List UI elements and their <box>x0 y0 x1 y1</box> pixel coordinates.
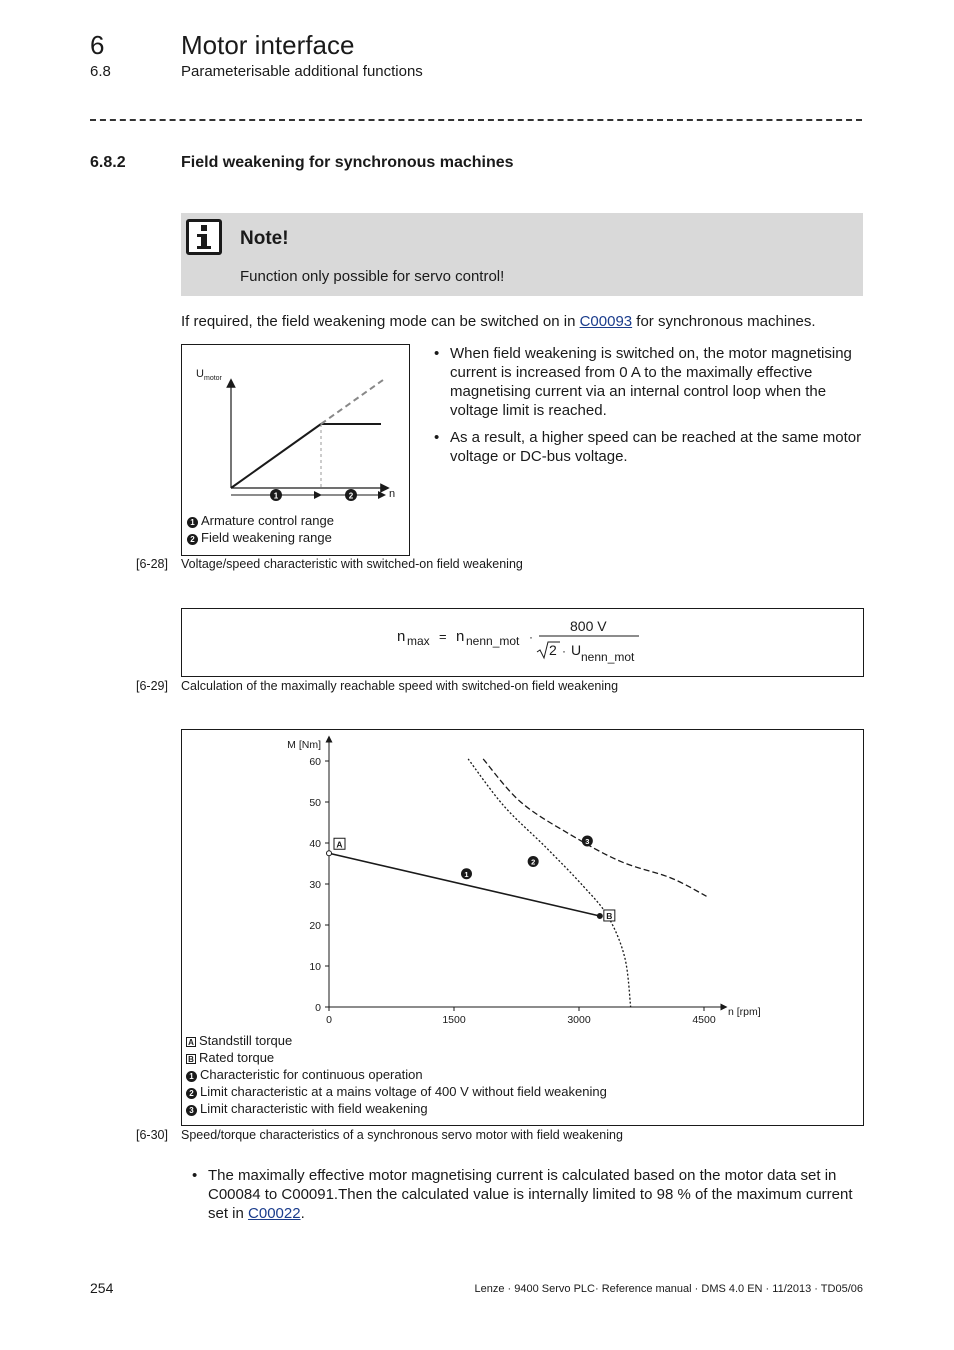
section-number: 6.8 <box>90 63 111 80</box>
series-2-line <box>468 759 630 1007</box>
legend-item-2 <box>187 529 334 546</box>
voltage-speed-diagram <box>182 345 409 510</box>
y-tick-label: 20 <box>309 920 321 932</box>
extrapolated-line <box>321 380 383 424</box>
note-title: Note! <box>240 228 289 249</box>
u-motor-label: U <box>196 368 204 380</box>
speed-torque-chart <box>182 730 863 1030</box>
u-motor-sub: motor <box>204 375 222 382</box>
intro-text-after: for synchronous machines. <box>632 313 816 330</box>
y-tick-label: 10 <box>309 961 321 973</box>
x-tick-label: 3000 <box>567 1014 591 1026</box>
legend-marker-a: A <box>186 1037 196 1047</box>
fig30-legend <box>186 1032 607 1117</box>
y-tick-label: 0 <box>315 1002 321 1014</box>
armature-line <box>231 424 321 488</box>
figure-speed-torque <box>181 729 864 1126</box>
fig28-caption-number: [6-28] <box>136 557 168 571</box>
fig30-caption-number: [6-30] <box>136 1128 168 1142</box>
legend-text-1: Characteristic for continuous operation <box>200 1067 423 1082</box>
legend-text-1: Armature control range <box>201 513 334 528</box>
page-number: 254 <box>90 1280 114 1296</box>
c00093-link[interactable]: C00093 <box>579 313 633 330</box>
legend-text-2: Field weakening range <box>201 530 332 545</box>
chapter-title: Motor interface <box>181 30 355 60</box>
formula-box <box>181 608 864 677</box>
chapter-number: 6 <box>90 30 105 60</box>
bottom-bullets <box>190 1166 862 1231</box>
header-divider <box>90 119 862 121</box>
info-icon <box>186 219 222 255</box>
marker-1-label: 1 <box>273 491 279 501</box>
series-1-line <box>329 853 600 916</box>
bottom-bullet-text: The maximally effective motor magnetising current is calculated based on the motor data set in C00084 to C00091.Then the calculated value is internally limited to 98 % of the maximum current set in <box>208 1167 853 1222</box>
bullet-item: • When field weakening is switched on, the motor magnetising current is increased from 0 A to the maximally effective magnetising current via an internal control loop when the voltage limit is reached. <box>432 344 862 420</box>
subsection-title: Field weakening for synchronous machines <box>181 154 514 171</box>
marker-2-label: 2 <box>348 491 354 501</box>
legend-text-2: Limit characteristic at a mains voltage of 400 V without field weakening <box>200 1084 607 1099</box>
fig29-caption: Calculation of the maximally reachable speed with switched-on field weakening <box>181 679 619 693</box>
point-A-label: A <box>336 839 343 850</box>
x-tick-label: 4500 <box>692 1014 716 1026</box>
x-tick-label: 0 <box>326 1014 332 1026</box>
legend-item-b <box>186 1049 607 1066</box>
fig29-caption-number: [6-29] <box>136 679 168 693</box>
point-B <box>597 913 602 918</box>
formula-root-value: 2 <box>549 642 557 658</box>
fig28-caption: Voltage/speed characteristic with switched-on field weakening <box>181 557 523 571</box>
intro-paragraph <box>181 312 863 331</box>
series-1-marker-label: 1 <box>464 869 469 879</box>
legend-item-1 <box>186 1066 607 1083</box>
note-box <box>181 213 863 296</box>
series-2-marker-label: 2 <box>531 857 536 867</box>
fig30-caption: Speed/torque characteristics of a synchronous servo motor with field weakening <box>181 1128 623 1142</box>
point-A <box>327 851 332 856</box>
bottom-bullet-end: . <box>300 1205 305 1222</box>
formula <box>182 609 863 676</box>
subsection-number: 6.8.2 <box>90 154 126 171</box>
point-B-label: B <box>606 910 613 921</box>
field-weakening-bullets <box>432 344 862 474</box>
formula-u-sub: nenn_mot <box>581 650 635 664</box>
fig28-legend <box>187 512 334 546</box>
c00022-link[interactable]: C00022 <box>248 1205 301 1222</box>
series-3-line <box>483 759 706 896</box>
y-tick-label: 60 <box>309 756 321 768</box>
formula-dot: · <box>529 630 533 644</box>
bullet-item <box>190 1166 862 1223</box>
formula-lhs: n <box>397 628 406 645</box>
bullet-item: • As a result, a higher speed can be reached at the same motor voltage or DC-bus voltage. <box>432 428 862 466</box>
intro-text-before: If required, the field weakening mode can be switched on in <box>181 313 580 330</box>
legend-marker-2: 2 <box>186 1088 197 1099</box>
legend-item-1 <box>187 512 334 529</box>
x-axis-label: n [rpm] <box>728 1006 761 1018</box>
figure-voltage-speed <box>181 344 410 556</box>
formula-lhs-sub: max <box>407 634 430 648</box>
legend-marker-b: B <box>186 1054 196 1064</box>
y-tick-label: 50 <box>309 797 321 809</box>
y-tick-label: 40 <box>309 838 321 850</box>
legend-text-3: Limit characteristic with field weakening <box>200 1101 428 1116</box>
footer-doc-info: Lenze · 9400 Servo PLC· Reference manual · DMS 4.0 EN · 11/2013 · TD05/06 <box>474 1283 863 1295</box>
legend-marker-2: 2 <box>187 534 198 545</box>
note-text: Function only possible for servo control! <box>240 268 505 285</box>
series-3-marker-label: 3 <box>585 836 590 846</box>
n-label: n <box>389 488 396 500</box>
legend-marker-1: 1 <box>187 517 198 528</box>
formula-dot-2: · <box>562 644 566 658</box>
formula-numerator: 800 V <box>570 618 607 634</box>
formula-rhs-sub: nenn_mot <box>466 634 520 648</box>
y-axis-label: M [Nm] <box>287 739 321 751</box>
legend-text-a: Standstill torque <box>199 1033 293 1048</box>
legend-marker-1: 1 <box>186 1071 197 1082</box>
formula-rhs: n <box>456 628 465 645</box>
legend-item-a <box>186 1032 607 1049</box>
legend-text-b: Rated torque <box>199 1050 275 1065</box>
y-tick-label: 30 <box>309 879 321 891</box>
legend-marker-3: 3 <box>186 1105 197 1116</box>
formula-u: U <box>571 642 582 658</box>
x-tick-label: 1500 <box>442 1014 466 1026</box>
formula-equals: = <box>439 629 447 644</box>
legend-item-2 <box>186 1083 607 1100</box>
section-title: Parameterisable additional functions <box>181 63 423 80</box>
legend-item-3 <box>186 1100 607 1117</box>
